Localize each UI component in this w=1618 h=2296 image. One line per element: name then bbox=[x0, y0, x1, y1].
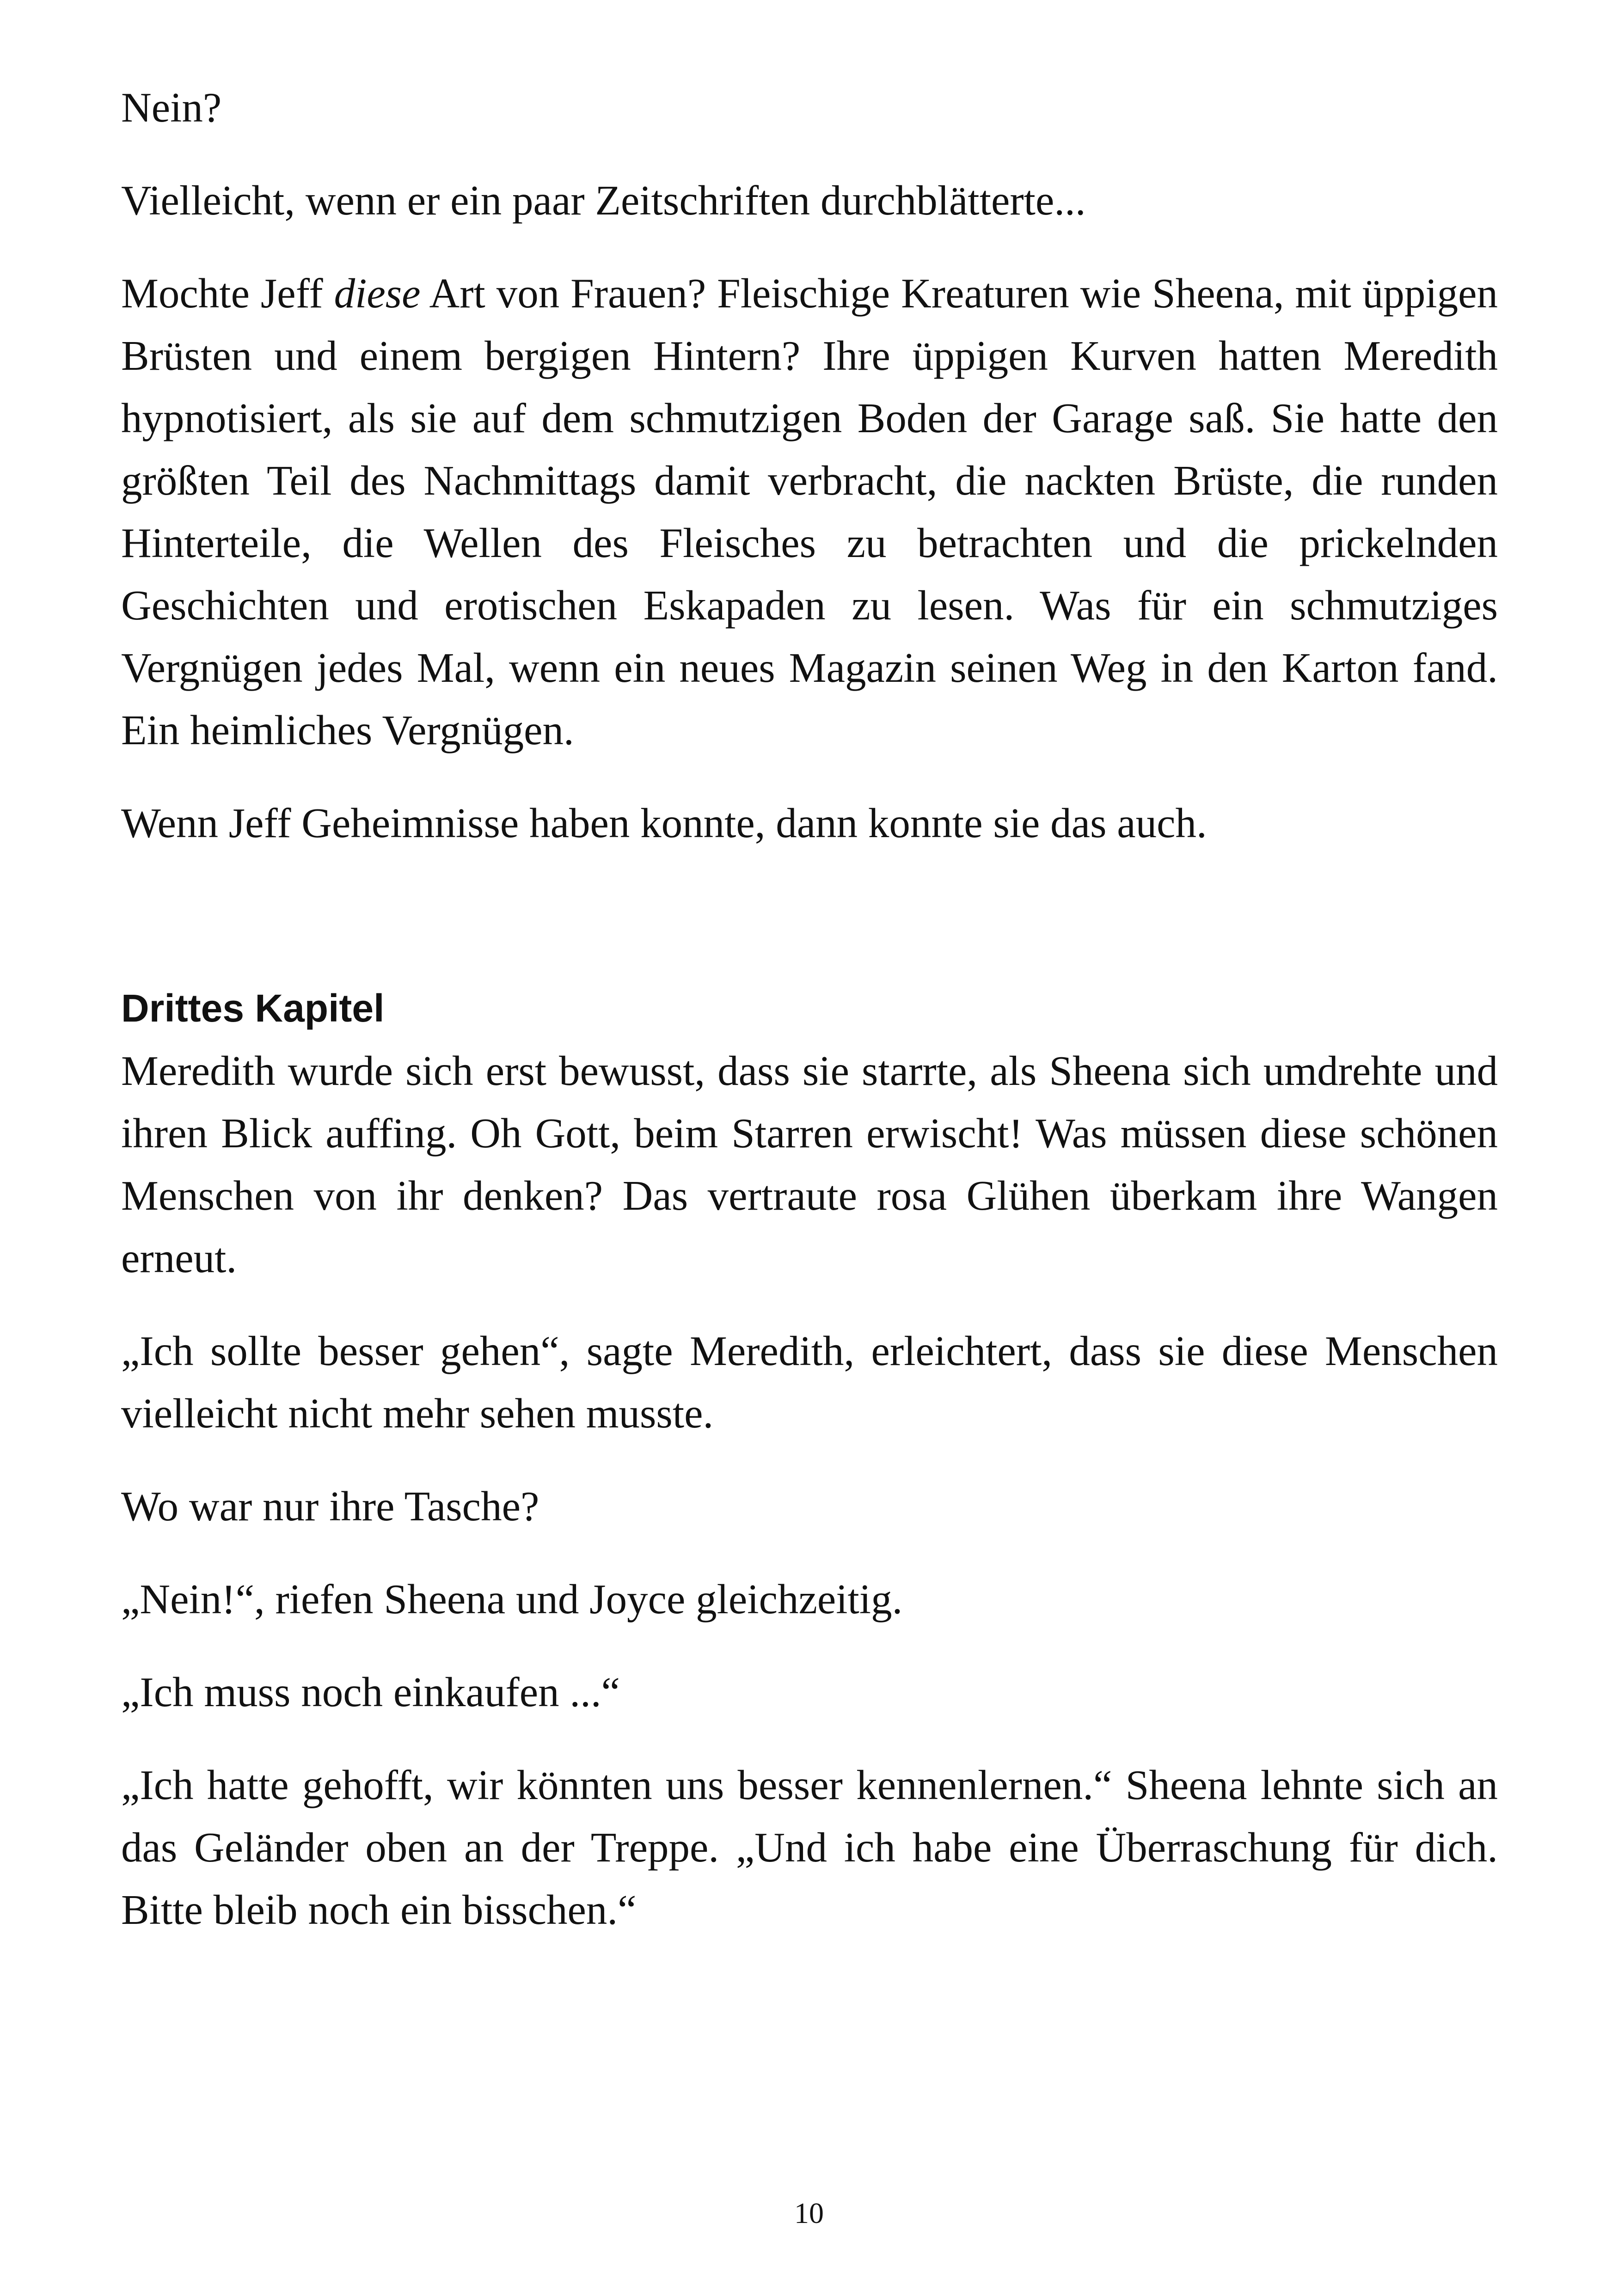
chapter-heading: Drittes Kapitel bbox=[121, 986, 385, 1030]
paragraph bbox=[121, 262, 1498, 761]
section-spacer bbox=[121, 885, 1498, 977]
paragraph-text: Mochte Jeff bbox=[121, 270, 334, 317]
paragraph: „Nein!“, riefen Sheena und Joyce gleichzeitig. bbox=[121, 1576, 903, 1623]
page-number: 10 bbox=[794, 2197, 824, 2229]
paragraph: Wenn Jeff Geheimnisse haben konnte, dann konnte sie das auch. bbox=[121, 800, 1207, 846]
paragraph-text: Art von Frauen? Fleischige Kreaturen wie Sheena, mit üppigen Brüsten und einem bergigen Hintern? Ihre üppigen Kurven hatten Meredith hypnotisiert, als sie auf dem schmutzigen Boden der Garage saß. Sie hatte den größten Teil des Nachmittags damit verbracht, die nackten Brüste, die runden Hinterteile, die Wellen des Fleisches zu betrachten und die prickelnden Geschichten und erotischen Eskapaden zu lesen. Was für ein schmutziges Vergnügen jedes Mal, wenn ein neues Magazin seinen Weg in den Karton fand. Ein heimliches Vergnügen. bbox=[121, 270, 1498, 753]
paragraph: Wo war nur ihre Tasche? bbox=[121, 1483, 539, 1530]
emphasized-word: diese bbox=[334, 270, 421, 317]
paragraph: „Ich hatte gehofft, wir könnten uns besser kennenlernen.“ Sheena lehnte sich an das Geländer oben an der Treppe. „Und ich habe eine Überraschung für dich. Bitte bleib noch ein bisschen.“ bbox=[121, 1762, 1498, 1933]
paragraph: „Ich sollte besser gehen“, sagte Meredith, erleichtert, dass sie diese Menschen vielleicht nicht mehr sehen musste. bbox=[121, 1328, 1498, 1437]
paragraph: „Ich muss noch einkaufen ...“ bbox=[121, 1669, 620, 1715]
paragraph: Vielleicht, wenn er ein paar Zeitschriften durchblätterte... bbox=[121, 177, 1086, 224]
paragraph: Meredith wurde sich erst bewusst, dass sie starrte, als Sheena sich umdrehte und ihren Blick auffing. Oh Gott, beim Starren erwischt! Was müssen diese schönen Menschen von ihr denken? Das vertraute rosa Glühen überkam ihre Wangen erneut. bbox=[121, 1047, 1498, 1281]
page-body bbox=[121, 76, 1498, 1971]
paragraph: Nein? bbox=[121, 84, 222, 131]
